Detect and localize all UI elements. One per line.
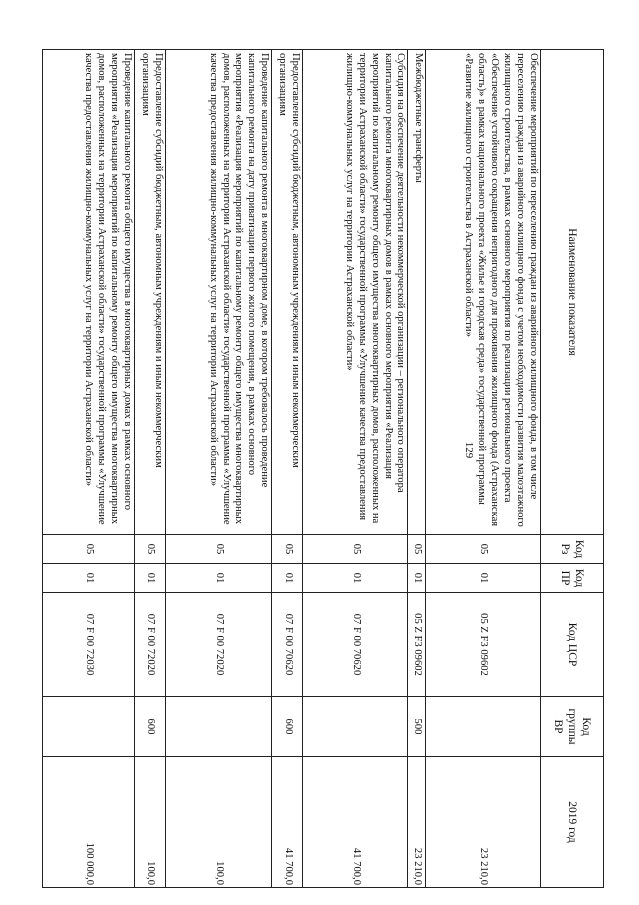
row-sum: 41 700,0 [303,757,408,888]
budget-table [42,49,604,888]
row-csr: 07 F 00 72020 [135,593,166,697]
row-name: Предоставление субсидий бюджетным, автономным учреждениям и иным некоммерческим организациям [135,50,166,535]
row-rz: 05 [165,535,271,564]
row-pr: 01 [165,564,271,593]
table-header-row [540,50,603,888]
row-sum: 23 210,0 [408,757,425,888]
header-vr: Код группы ВР [540,697,603,757]
row-name: Предоставление субсидий бюджетным, автономным учреждениям и иным некоммерческим организациям [272,50,303,535]
row-vr: 500 [408,697,425,757]
row-name: Проведение капитального ремонта общего имущества в многоквартирных домах в рамках основного мероприятия «Реализация мероприятий по капитальному ремонту общего имущества многоквартирных домов, расположенных на территории Астраханской области» государственной программы «Улучшение качества предоставления жилищно-коммунальных услуг на территории Астраханской области» [43,50,135,535]
row-pr: 01 [135,564,166,593]
row-csr: 05 Z F3 09602 [408,593,425,697]
row-vr [303,697,408,757]
row-sum: 100,0 [135,757,166,888]
row-csr: 07 F 00 70620 [303,593,408,697]
row-vr: 600 [135,697,166,757]
row-rz: 05 [408,535,425,564]
row-rz: 05 [272,535,303,564]
row-pr: 01 [425,564,540,593]
row-name: Субсидия на обеспечение деятельности некоммерческой организации – регионального оператора капитального ремонта многоквартирных домов в рамках основного мероприятия «Реализация мероприятий по капитальному ремонту общего имущества многоквартирных домов, расположенных на территории Астраханской области» государственной программы «Улучшение качества предоставления жилищно-коммунальных услуг на территории Астраханской области» [303,50,408,535]
row-pr: 01 [303,564,408,593]
table-row [272,50,303,888]
row-sum: 100,0 [165,757,271,888]
row-rz: 05 [425,535,540,564]
page-number: 129 [463,441,475,459]
row-pr: 01 [408,564,425,593]
row-vr [165,697,271,757]
table-row [43,50,135,888]
row-sum: 23 210,0 [425,757,540,888]
row-csr: 07 F 00 70620 [272,593,303,697]
row-csr: 07 F 00 72030 [43,593,135,697]
row-sum: 41 700,0 [272,757,303,888]
row-name: Обеспечение мероприятий по переселению граждан из аварийного жилищного фонда, в том числе переселению граждан из аварийного жилищного фонда с учетом необходимости развития малоэтажного жилищного строительства, в рамках основного мероприятия по реализации регионального проекта «Обеспечение устойчивого сокращения непригодного для проживания жилищного фонда (Астраханская область)» в рамках национального проекта «Жилье и городская среда» государственной программы «Развитие жилищного строительства в Астраханской области» [425,50,540,535]
header-csr: Код ЦСР [540,593,603,697]
header-pr: Код ПР [540,564,603,593]
rotated-table-container [42,49,604,887]
table-row [165,50,271,888]
table-row [408,50,425,888]
table-row [303,50,408,888]
table-row [135,50,166,888]
row-pr: 01 [272,564,303,593]
row-sum: 100 000,0 [43,757,135,888]
row-name: Межбюджетные трансферты [408,50,425,535]
row-name: Проведение капитального ремонта в многоквартирном доме, в котором требовалось проведение капитального ремонта на дату приватизации первого жилого помещения, в рамках основного мероприятия «Реализация мероприятий по капитальному ремонту общего имущества многоквартирных домов, расположенных на территории Астраханской области» государственной программы «Улучшение качества предоставления жилищно-коммунальных услуг на территории Астраханской области» [165,50,271,535]
header-name: Наименование показателя [540,50,603,535]
row-vr [43,697,135,757]
header-year: 2019 год [540,757,603,888]
row-csr: 07 F 00 72020 [165,593,271,697]
table-row [425,50,540,888]
header-rz: Код Рз [540,535,603,564]
row-rz: 05 [43,535,135,564]
row-rz: 05 [135,535,166,564]
row-pr: 01 [43,564,135,593]
row-vr [425,697,540,757]
row-vr: 600 [272,697,303,757]
row-csr: 05 Z F3 09602 [425,593,540,697]
row-rz: 05 [303,535,408,564]
